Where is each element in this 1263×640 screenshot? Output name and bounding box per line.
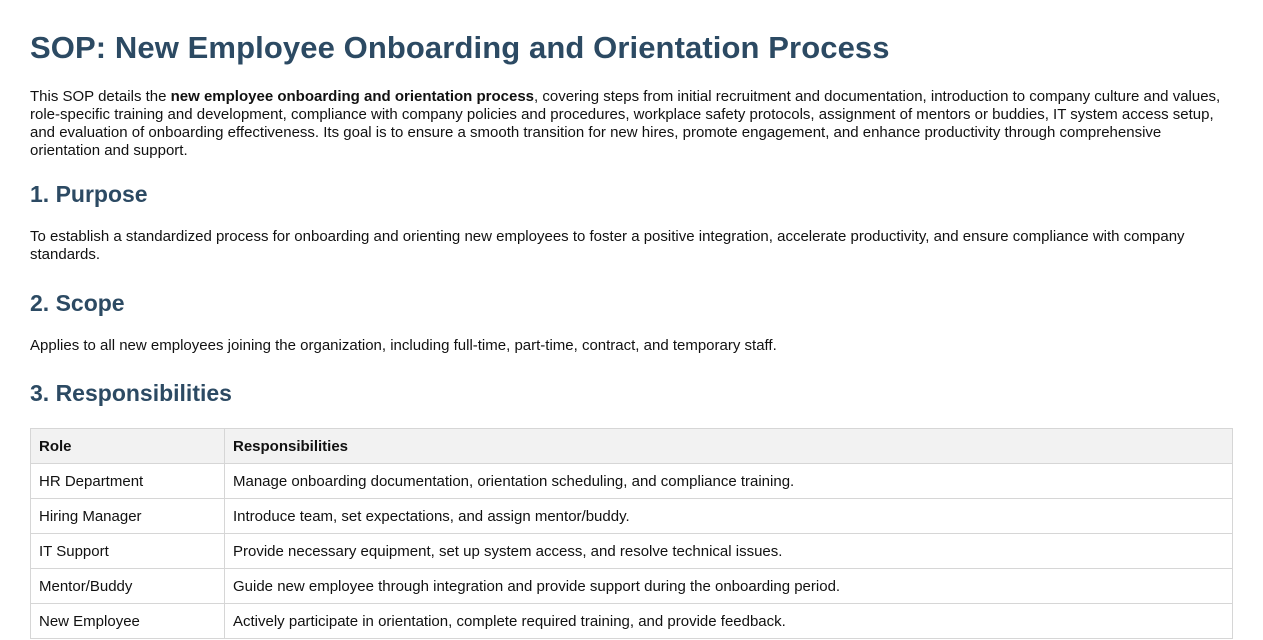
table-row	[31, 569, 1233, 604]
responsibility-cell: Guide new employee through integration and provide support during the onboarding period.	[225, 569, 1233, 604]
table-row	[31, 464, 1233, 499]
table-row	[31, 534, 1233, 569]
intro-paragraph	[30, 88, 1233, 160]
intro-text-end: , covering steps from initial recruitment and documentation, introduction to company culture and values, role-specific training and development, compliance with company policies and procedures, workplace safety protocols, assignment of mentors or buddies, IT system access setup, and evaluation of onboarding effectiveness. Its goal is to ensure a smooth transition for new hires, promote engagement, and enhance productivity through comprehensive orientation and support.	[30, 88, 1221, 159]
role-cell: Hiring Manager	[31, 499, 225, 534]
responsibilities-table	[30, 428, 1233, 639]
table-row	[31, 499, 1233, 534]
responsibility-cell: Introduce team, set expectations, and assign mentor/buddy.	[225, 499, 1233, 534]
intro-text-start: This SOP details the	[30, 88, 171, 105]
purpose-text: To establish a standardized process for onboarding and orienting new employees to foster a positive integration, accelerate productivity, and ensure compliance with company standards.	[30, 228, 1185, 263]
responsibilities-heading: 3. Responsibilities	[30, 380, 232, 406]
scope-text: Applies to all new employees joining the organization, including full-time, part-time, contract, and temporary staff.	[30, 337, 777, 354]
scope-heading: 2. Scope	[30, 290, 125, 316]
column-header-role: Role	[31, 429, 225, 464]
role-cell: New Employee	[31, 604, 225, 639]
table-row	[31, 604, 1233, 639]
role-cell: HR Department	[31, 464, 225, 499]
page-title: SOP: New Employee Onboarding and Orientation Process	[30, 30, 890, 65]
purpose-heading: 1. Purpose	[30, 181, 148, 207]
role-cell: IT Support	[31, 534, 225, 569]
table-header-row	[31, 429, 1233, 464]
responsibility-cell: Manage onboarding documentation, orientation scheduling, and compliance training.	[225, 464, 1233, 499]
responsibility-cell: Actively participate in orientation, complete required training, and provide feedback.	[225, 604, 1233, 639]
column-header-responsibilities: Responsibilities	[225, 429, 1233, 464]
role-cell: Mentor/Buddy	[31, 569, 225, 604]
responsibility-cell: Provide necessary equipment, set up system access, and resolve technical issues.	[225, 534, 1233, 569]
intro-bold-phrase: new employee onboarding and orientation process	[170, 88, 535, 105]
